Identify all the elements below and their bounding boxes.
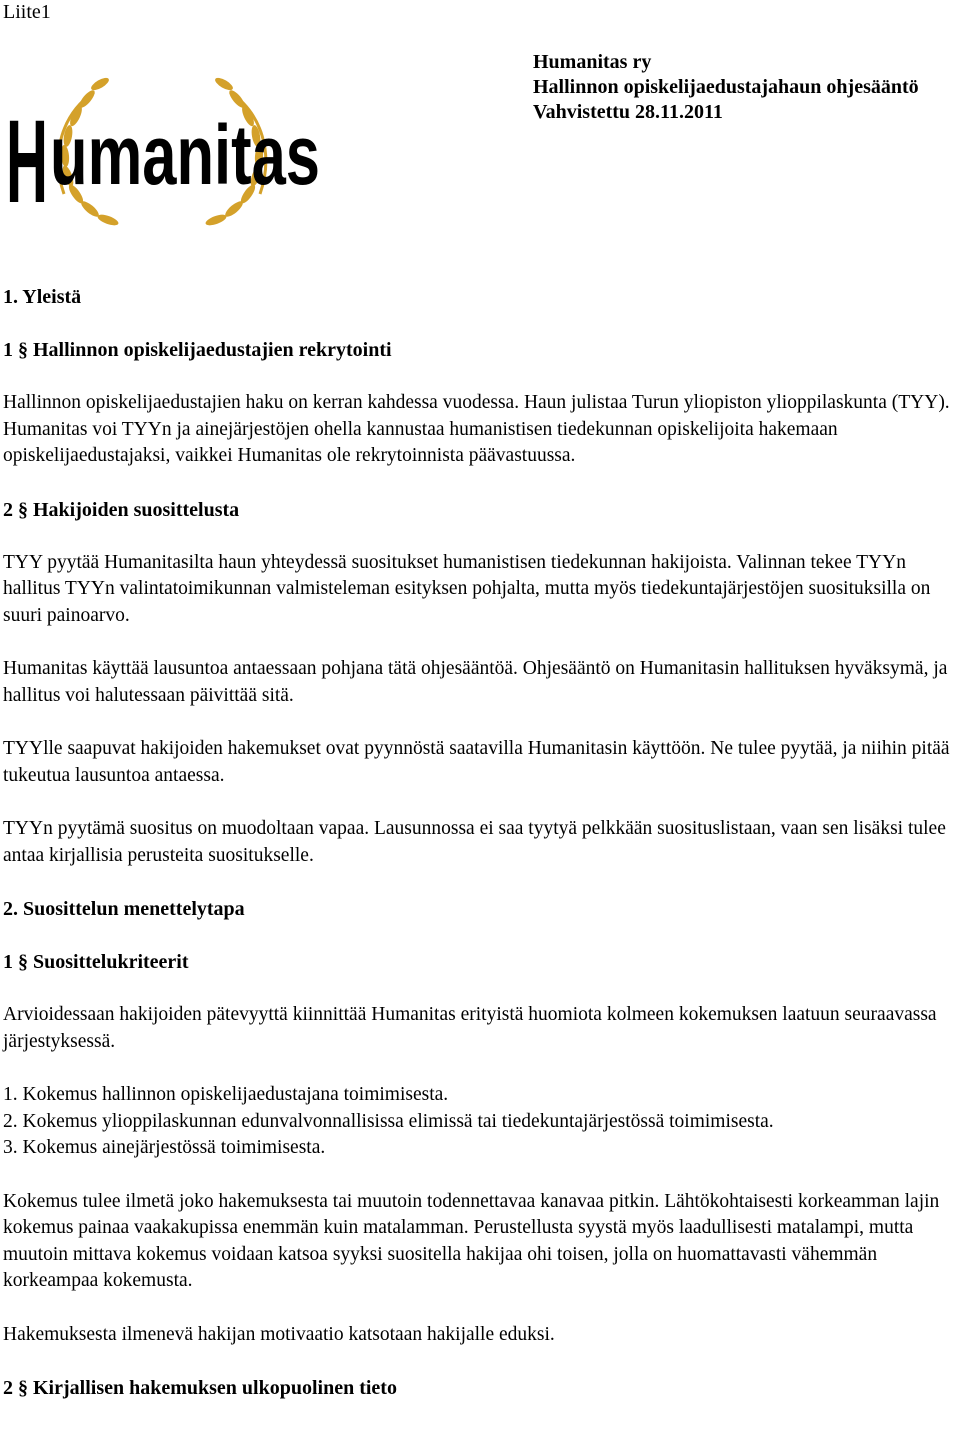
criteria-list <box>3 1082 960 1162</box>
document-body <box>3 284 960 1401</box>
paragraph: Humanitas käyttää lausuntoa antaessaan pohjana tätä ohjesääntöä. Ohjesääntö on Humanitasin hallituksen hyväksymä, ja hallitus voi halutessaan päivittää sitä. <box>3 658 948 706</box>
humanitas-logo <box>2 44 322 234</box>
logo-wordmark: umanitas <box>50 108 320 202</box>
section-1-1-heading: 1 § Hallinnon opiskelijaedustajien rekrytointi <box>3 339 392 361</box>
paragraph: TYYlle saapuvat hakijoiden hakemukset ovat pyynnöstä saatavilla Humanitasin käyttöön. Ne tulee pyytää, ja niihin pitää tukeutua lausuntoa antaessa. <box>3 738 950 786</box>
org-name: Humanitas ry <box>533 51 652 73</box>
section-1-2-heading: 2 § Hakijoiden suosittelusta <box>3 498 240 521</box>
list-item: 2. Kokemus ylioppilaskunnan edunvalvonnallisissa elimissä tai tiedekuntajärjestössä toimimisesta. <box>3 1110 774 1132</box>
paragraph: Hallinnon opiskelijaedustajien haku on kerran kahdessa vuodessa. Haun julistaa Turun yliopiston ylioppilaskunta (TYY). Humanitas voi TYYn ja ainejärjestöjen ohella kannustaa humanistisen tiedekunnan opiskelijoita hakemaan opiskelijaedustajaksi, vaikkei Humanitas ole rekrytoinnista päävastuussa. <box>3 392 950 466</box>
section-2-1-heading: 1 § Suosittelukriteerit <box>3 951 189 973</box>
svg-text:H: H <box>6 96 48 228</box>
document-header <box>533 50 919 125</box>
list-item: 3. Kokemus ainejärjestössä toimimisesta. <box>3 1137 326 1158</box>
paragraph: TYY pyytää Humanitasilta haun yhteydessä suositukset humanistisen tiedekunnan hakijoista. Valinnan tekee TYYn hallitus TYYn valintatoimikunnan valmisteleman esityksen pohjalta, mutta myös tiedekuntajärjestöjen suosituksilla on suuri painoarvo. <box>3 551 931 626</box>
document-title: Hallinnon opiskelijaedustajahaun ohjesääntö <box>533 76 919 98</box>
paragraph: TYYn pyytämä suositus on muodoltaan vapaa. Lausunnossa ei saa tyytyä pelkkään suosituslistaan, vaan sen lisäksi tulee antaa kirjallisia perusteita suositukselle. <box>3 818 946 866</box>
confirmed-date: Vahvistettu 28.11.2011 <box>533 101 723 123</box>
paragraph: Arvioidessaan hakijoiden pätevyyttä kiinnittää Humanitas erityistä huomiota kolmeen kokemuksen laatuun seuraavassa järjestyksessä. <box>3 1004 937 1052</box>
list-item: 1. Kokemus hallinnon opiskelijaedustajana toimimisesta. <box>3 1084 449 1105</box>
section-2-2-heading: 2 § Kirjallisen hakemuksen ulkopuolinen tieto <box>3 1377 397 1399</box>
section-1-heading: 1. Yleistä <box>3 286 82 308</box>
section-2-heading: 2. Suosittelun menettelytapa <box>3 898 245 920</box>
paragraph: Hakemuksesta ilmenevä hakijan motivaatio katsotaan hakijalle eduksi. <box>3 1323 555 1345</box>
paragraph: Kokemus tulee ilmetä joko hakemuksesta tai muutoin todennettavaa kanavaa pitkin. Lähtökohtaisesti korkeamman lajin kokemus painaa vaakakupissa enemmän kuin matalamman. Perustellusta syystä myös laadullisesti matalampi, mutta muutoin mittava kokemus voidaan katsoa syyksi suositella hakijaa ohi toisen, jolla on huomattavasti vähemmän korkeampaa kokemusta. <box>3 1190 940 1291</box>
annex-label: Liite1 <box>3 1 51 23</box>
